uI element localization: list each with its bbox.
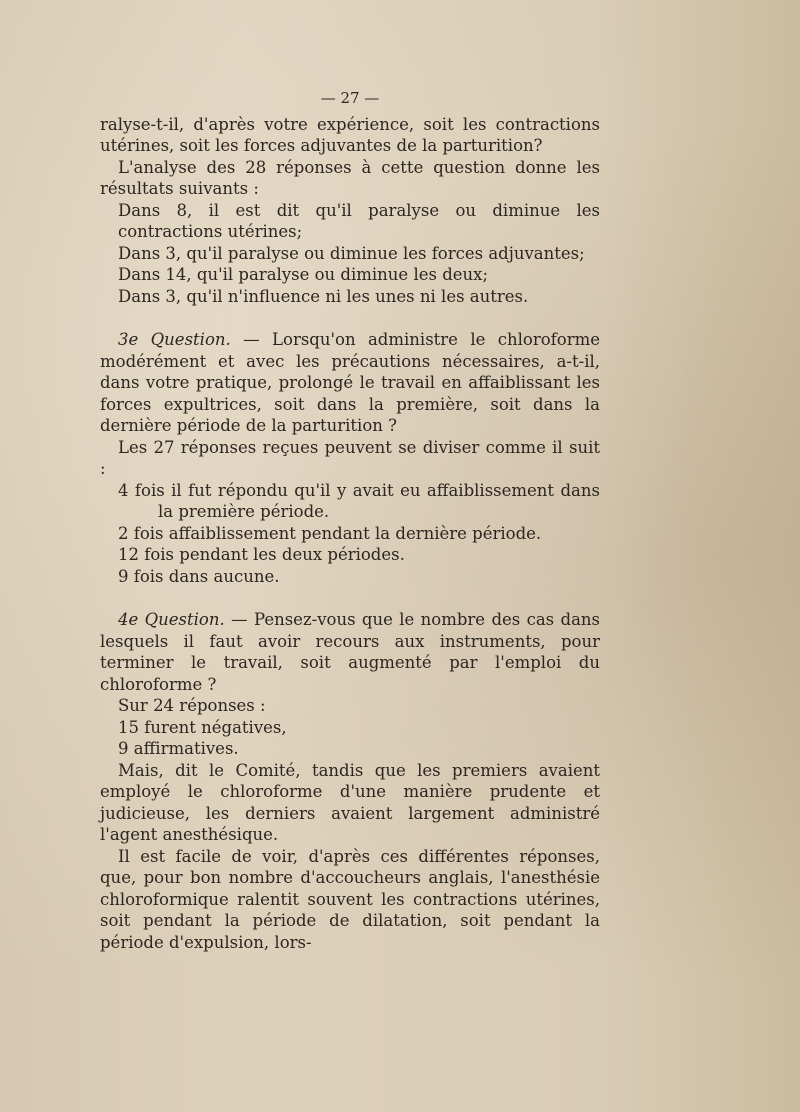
paragraph-committee: Mais, dit le Comité, tandis que les premiers avaient employé le chloroforme d'une manière prudente et judicieuse, les derniers avaient largement administré l'agent anesthésique.	[100, 760, 600, 844]
question-4-text: — Pensez-vous que le nombre des cas dans lesquels il faut avoir recours aux instruments, pour terminer le travail, soit augmenté par l'emploi du chloroforme ?	[100, 610, 601, 694]
list-item: Dans 3, qu'il paralyse ou diminue les forces adjuvantes;	[118, 243, 585, 263]
paragraph-continuation: ralyse-t-il, d'après votre expérience, soit les contractions utérines, soit les forces adjuvantes de la parturition?	[100, 114, 600, 155]
list-item: Dans 3, qu'il n'influence ni les unes ni les autres.	[118, 286, 529, 306]
paragraph-analysis: L'analyse des 28 réponses à cette question donne les résultats suivants :	[100, 157, 600, 198]
question-3-text: — Lorsqu'on administre le chloroforme modérément et avec les précautions nécessaires, a-t-il, dans votre pratique, prolongé le travail en affaiblissant les forces expultrices, soit dans la première, soit dans la dernière période de la parturition ?	[100, 330, 601, 435]
list-item: Dans 8, il est dit qu'il paralyse ou diminue les contractions utérines;	[118, 200, 600, 241]
question-4-label: 4e Question.	[118, 610, 225, 629]
paragraph-conclusion: Il est facile de voir, d'après ces différentes réponses, que, pour bon nombre d'accoucheurs anglais, l'anesthésie chloroformique ralentit souvent les contractions utérines, soit pendant la période de dilatation, soit pendant la période d'expulsion, lors-	[100, 846, 600, 952]
question-4-intro: Sur 24 réponses :	[118, 696, 266, 715]
list-item: 2 fois affaiblissement pendant la dernière période.	[118, 523, 542, 543]
question-4	[100, 609, 600, 695]
page-text	[100, 88, 600, 953]
question-3-intro: Les 27 réponses reçues peuvent se diviser comme il suit :	[100, 437, 600, 478]
list-item: 15 furent négatives,	[118, 717, 287, 737]
list-item: 4 fois il fut répondu qu'il y avait eu affaiblissement dans la première période.	[118, 480, 600, 521]
list-item: 9 affirmatives.	[118, 739, 239, 758]
list-item: 9 fois dans aucune.	[118, 566, 280, 586]
question-3	[100, 329, 600, 437]
page-number: — 27 —	[320, 89, 380, 107]
question-3-label: 3e Question.	[118, 330, 231, 349]
list-item: 12 fois pendant les deux périodes.	[118, 545, 405, 564]
list-item: Dans 14, qu'il paralyse ou diminue les deux;	[118, 265, 489, 284]
